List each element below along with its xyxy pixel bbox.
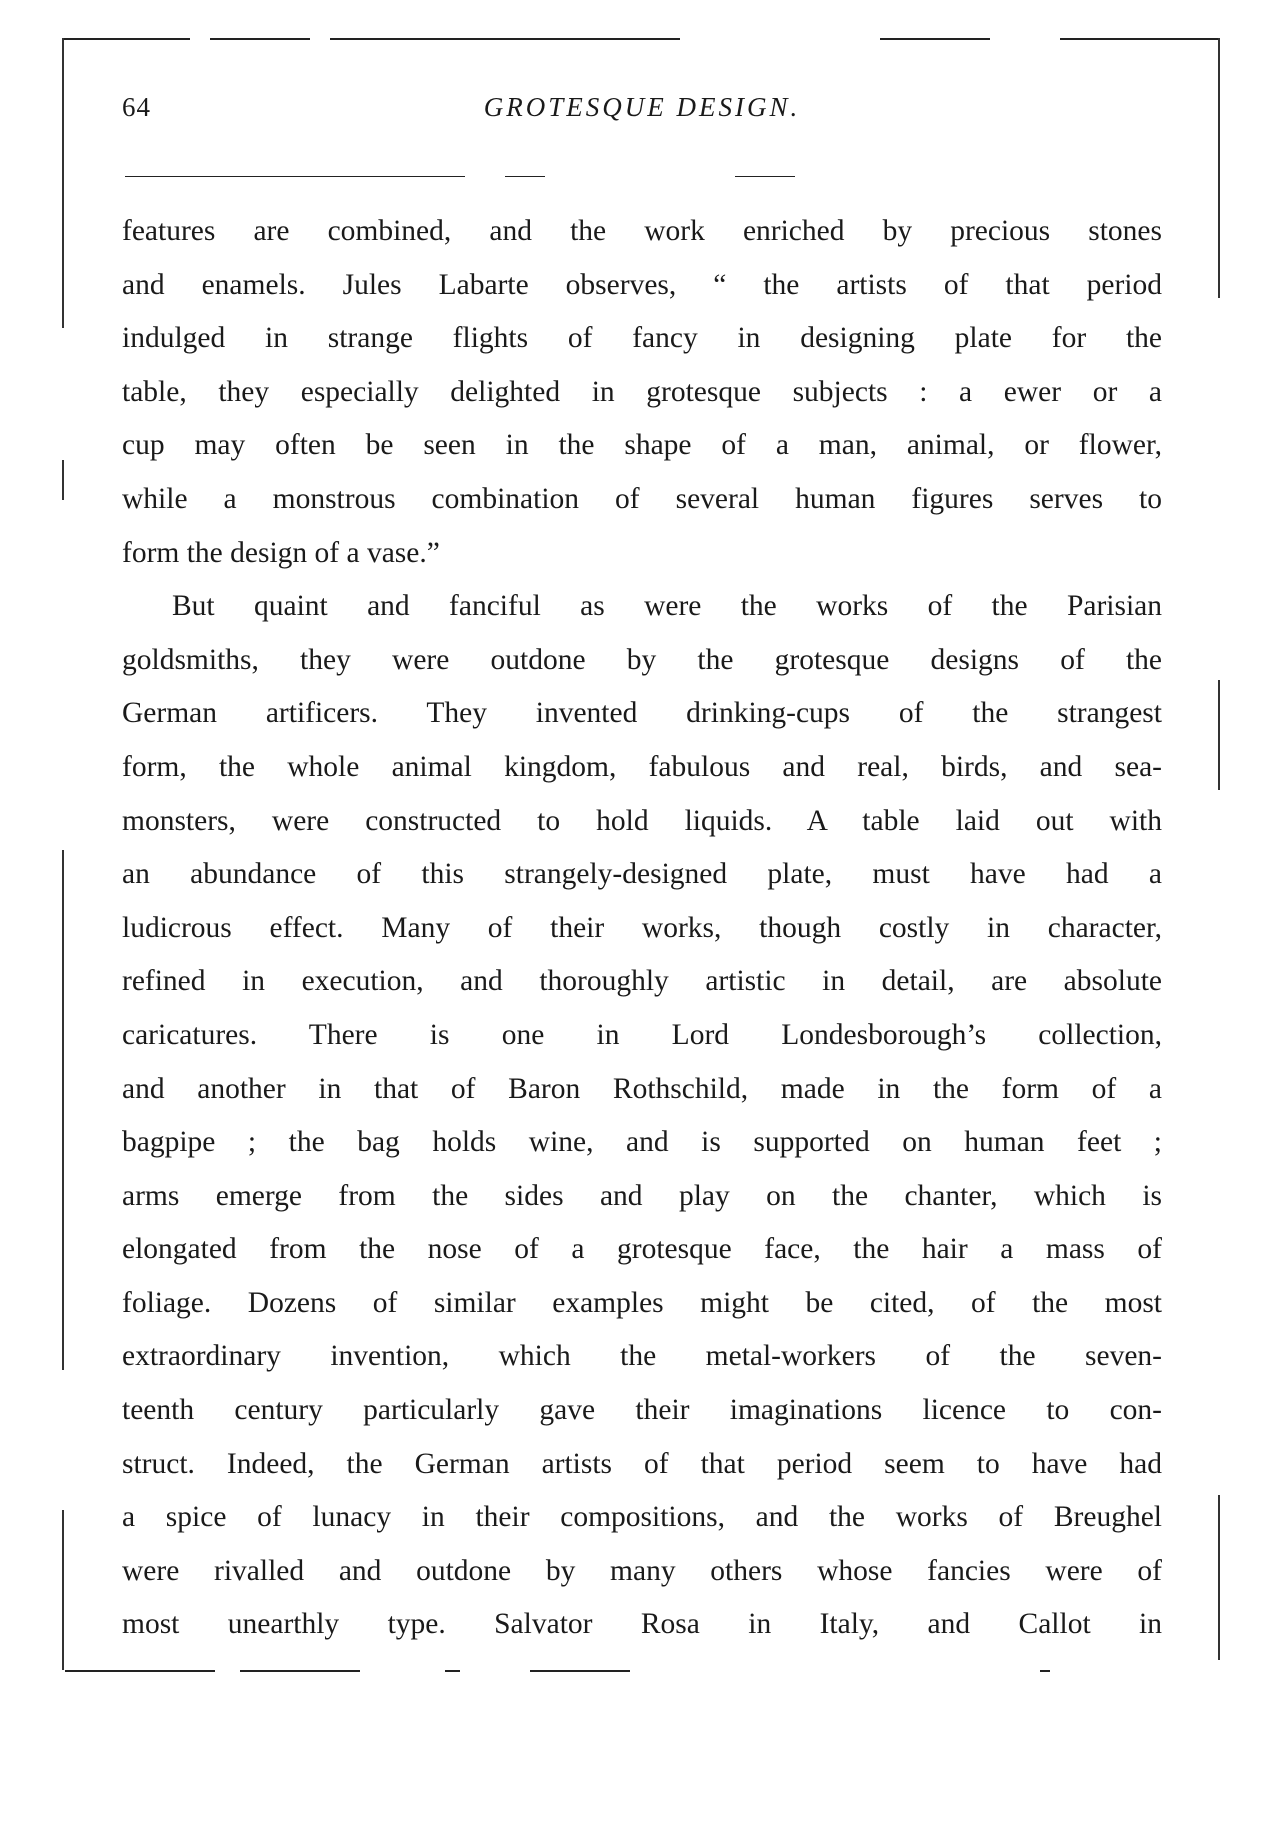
text-line: teenth century particularly gave their imaginations licence to con- xyxy=(122,1394,1162,1427)
bottom-border-rule xyxy=(445,1670,460,1672)
text-line: a spice of lunacy in their compositions, and the works of Breughel xyxy=(122,1501,1162,1534)
right-border-rule xyxy=(1218,1495,1220,1660)
text-line: refined in execution, and thoroughly artistic in detail, are absolute xyxy=(122,965,1162,998)
text-line: extraordinary invention, which the metal-workers of the seven- xyxy=(122,1340,1162,1373)
top-border-rule xyxy=(62,38,190,40)
text-line: German artificers. They invented drinking-cups of the strangest xyxy=(122,697,1162,730)
text-line: indulged in strange flights of fancy in designing plate for the xyxy=(122,322,1162,355)
text-line: But quaint and fanciful as were the works of the Parisian xyxy=(172,590,1162,623)
left-border-rule xyxy=(62,38,64,328)
left-border-rule xyxy=(62,460,64,500)
text-line: elongated from the nose of a grotesque face, the hair a mass of xyxy=(122,1233,1162,1266)
text-line: table, they especially delighted in grotesque subjects : a ewer or a xyxy=(122,375,1162,408)
bottom-border-rule xyxy=(240,1670,360,1672)
header-underline xyxy=(505,176,545,177)
bottom-border-rule xyxy=(530,1670,630,1672)
text-line: were rivalled and outdone by many others whose fancies were of xyxy=(122,1554,1162,1587)
top-border-rule xyxy=(210,38,310,40)
text-line: arms emerge from the sides and play on the chanter, which is xyxy=(122,1179,1162,1212)
text-line: an abundance of this strangely-designed plate, must have had a xyxy=(122,858,1162,891)
running-title: GROTESQUE DESIGN. xyxy=(483,92,801,122)
text-line: and another in that of Baron Rothschild, made in the form of a xyxy=(122,1072,1162,1105)
text-line: and enamels. Jules Labarte observes, “ the artists of that period xyxy=(122,268,1162,301)
text-line: form the design of a vase.” xyxy=(122,536,440,569)
text-line: while a monstrous combination of several human figures serves to xyxy=(122,482,1162,515)
header-underline xyxy=(735,176,795,177)
text-line: monsters, were constructed to hold liquids. A table laid out with xyxy=(122,804,1162,837)
text-line: struct. Indeed, the German artists of that period seem to have had xyxy=(122,1447,1162,1480)
bottom-border-rule xyxy=(1040,1670,1050,1672)
body-text xyxy=(122,205,1162,1652)
text-line: goldsmiths, they were outdone by the grotesque designs of the xyxy=(122,643,1162,676)
header-underline xyxy=(125,176,465,177)
text-line: cup may often be seen in the shape of a man, animal, or flower, xyxy=(122,429,1162,462)
page-number: 64 xyxy=(122,92,151,122)
text-line: form, the whole animal kingdom, fabulous and real, birds, and sea- xyxy=(122,750,1162,783)
right-border-rule xyxy=(1218,38,1220,298)
left-border-rule xyxy=(62,1510,64,1670)
top-border-rule xyxy=(880,38,990,40)
right-border-rule xyxy=(1218,680,1220,790)
text-line: bagpipe ; the bag holds wine, and is supported on human feet ; xyxy=(122,1126,1162,1159)
text-line: caricatures. There is one in Lord Londesborough’s collection, xyxy=(122,1018,1162,1051)
text-line: foliage. Dozens of similar examples might be cited, of the most xyxy=(122,1286,1162,1319)
page-header xyxy=(122,92,1162,132)
top-border-rule xyxy=(1060,38,1220,40)
text-line: features are combined, and the work enriched by precious stones xyxy=(122,215,1162,247)
top-border-rule xyxy=(330,38,680,40)
left-border-rule xyxy=(62,850,64,1370)
bottom-border-rule xyxy=(65,1670,215,1672)
text-line: ludicrous effect. Many of their works, though costly in character, xyxy=(122,911,1162,944)
text-line: most unearthly type. Salvator Rosa in Italy, and Callot in xyxy=(122,1608,1162,1641)
